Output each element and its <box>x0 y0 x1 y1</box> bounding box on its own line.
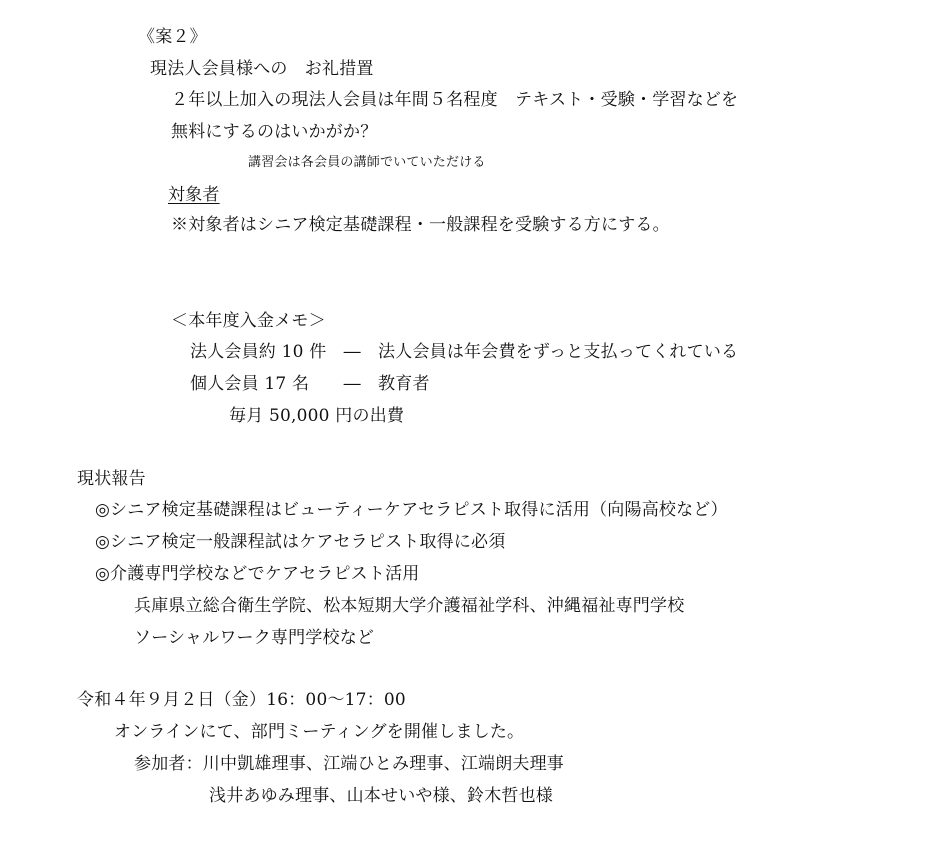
target-label: 対象者 <box>168 185 220 205</box>
meeting-text: オンラインにて、部門ミーティングを開催しました。 <box>114 722 525 742</box>
memo-line-2: 個人会員 17 名 ― 教育者 <box>190 374 430 394</box>
memo-line-1: 法人会員約 10 件 ― 法人会員は年会費をずっと支払ってくれている <box>190 342 739 362</box>
status-item-1: ◎シニア検定基礎課程はビューティーケアセラピスト取得に活用（向陽高校など） <box>95 500 728 520</box>
proposal-note: 講習会は各会員の講師でいていただける <box>248 155 486 170</box>
participants-line-2: 浅井あゆみ理事、山本せいや様、鈴木哲也様 <box>209 786 553 806</box>
proposal-line-1: ２年以上加入の現法人会員は年間５名程度 テキスト・受験・学習などを <box>171 90 739 110</box>
proposal-heading: 《案２》 <box>138 27 207 47</box>
status-item-3: ◎介護専門学校などでケアセラピスト活用 <box>95 564 420 584</box>
status-heading: 現状報告 <box>77 469 146 489</box>
memo-heading: ＜本年度入金メモ＞ <box>171 311 326 331</box>
status-item-2: ◎シニア検定一般課程試はケアセラピスト取得に必須 <box>95 532 506 552</box>
target-text: ※対象者はシニア検定基礎課程・一般課程を受験する方にする。 <box>171 215 670 235</box>
meeting-date: 令和４年９月２日（金）16：00～17：00 <box>77 690 406 710</box>
memo-line-3: 毎月 50,000 円の出費 <box>229 406 405 426</box>
schools-line-2: ソーシャルワーク専門学校など <box>134 628 375 648</box>
proposal-title: 現法人会員様への お礼措置 <box>150 59 374 79</box>
participants-line-1: 参加者：川中凱雄理事、江端ひとみ理事、江端朗夫理事 <box>134 754 564 774</box>
proposal-line-2: 無料にするのはいかがか？ <box>171 122 378 142</box>
schools-line-1: 兵庫県立総合衛生学院、松本短期大学介護福祉学科、沖縄福祉専門学校 <box>134 596 685 616</box>
